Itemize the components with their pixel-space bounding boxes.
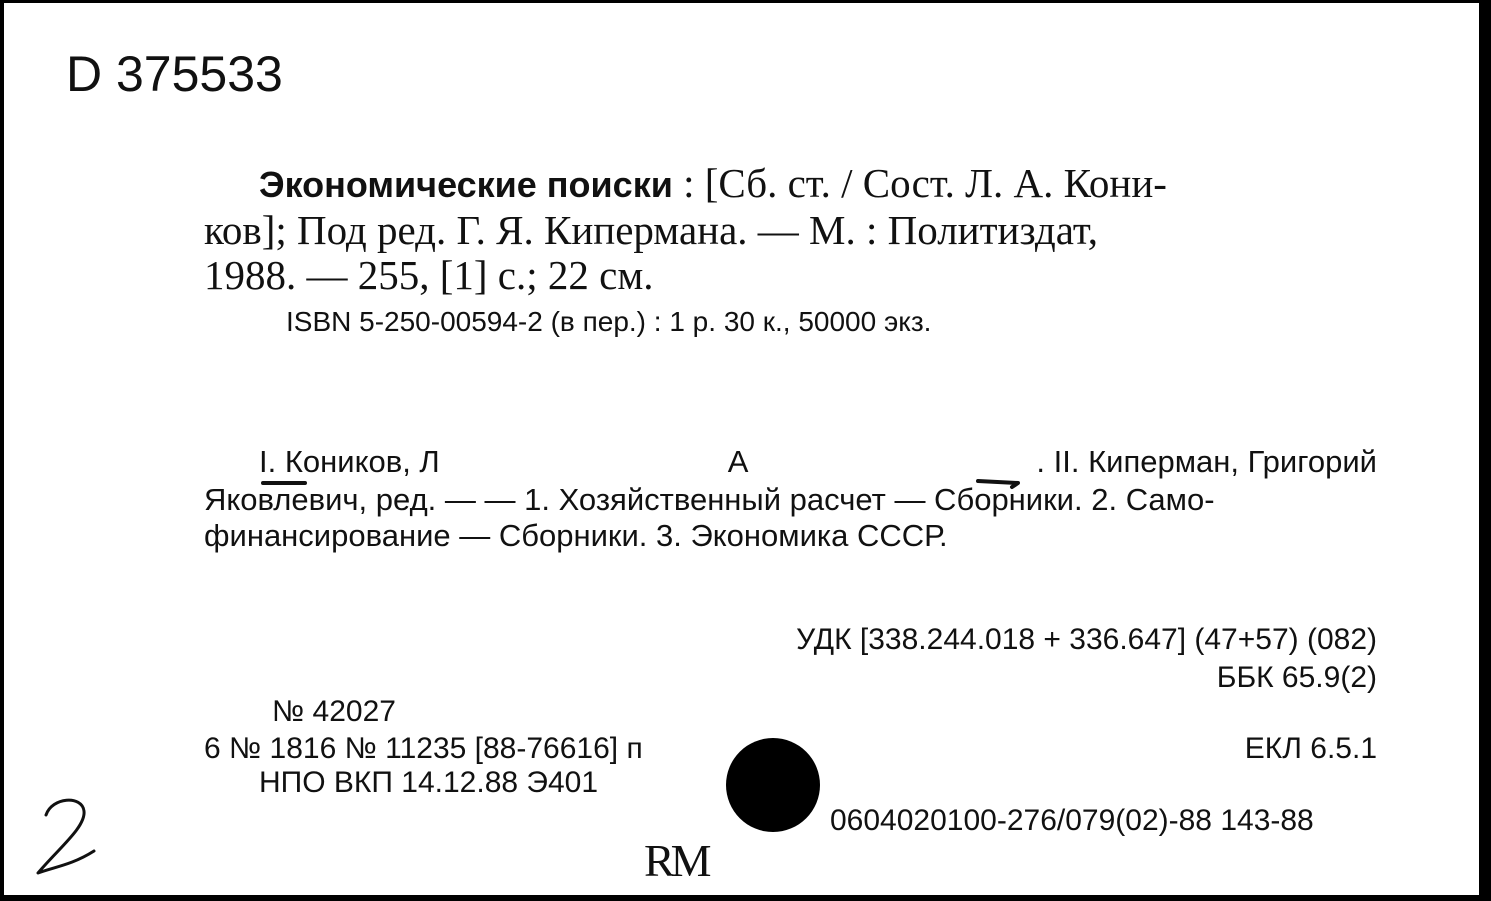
underline-mark-1 [259, 473, 309, 493]
publisher-info: НПО ВКП 14.12.88 Э401 [259, 766, 599, 799]
order-number: № 42027 [272, 695, 396, 728]
tracing-author-2: . II. Киперман, Григорий [1036, 444, 1377, 479]
tracing-initial: А [727, 444, 749, 479]
catalog-code: 0604020100-276/079(02)-88 143-88 [830, 804, 1314, 837]
handwritten-number-two [32, 793, 104, 883]
rm-stamp: RM [644, 835, 708, 886]
book-title: Экономические поиски [259, 164, 673, 205]
collation-line: 1988. — 255, [1] с.; 22 см. [204, 252, 654, 298]
tracing-line-1 [259, 446, 1377, 477]
ekl-line: ЕКЛ 6.5.1 [1244, 732, 1377, 765]
udk-line: УДК [338.244.018 + 336.647] (47+57) (082) [796, 623, 1377, 656]
catalog-card [4, 3, 1479, 895]
imprint-line: ков]; Под ред. Г. Я. Кипермана. — М. : Политиздат, [204, 207, 1098, 253]
bbk-line: ББК 65.9(2) [1216, 661, 1377, 694]
underline-mark-2 [974, 473, 1024, 493]
tracing-author-1: I. Коников, Л [259, 444, 440, 479]
punch-hole [726, 738, 820, 832]
tracing-line-3: финансирование — Сборники. 3. Экономика СССР. [204, 518, 948, 553]
print-order-line: 6 № 1816 № 11235 [88-76616] п [204, 732, 643, 765]
isbn-line: ISBN 5-250-00594-2 (в пер.) : 1 р. 30 к., 50000 экз. [286, 306, 932, 337]
title-statement: : [Сб. ст. / Сост. Л. А. Кони- [672, 160, 1167, 206]
accession-number: D 375533 [66, 46, 283, 102]
title-line [259, 160, 1167, 206]
tracing-line-2: Яковлевич, ред. — — 1. Хозяйственный расчет — Сборники. 2. Само- [204, 482, 1215, 517]
